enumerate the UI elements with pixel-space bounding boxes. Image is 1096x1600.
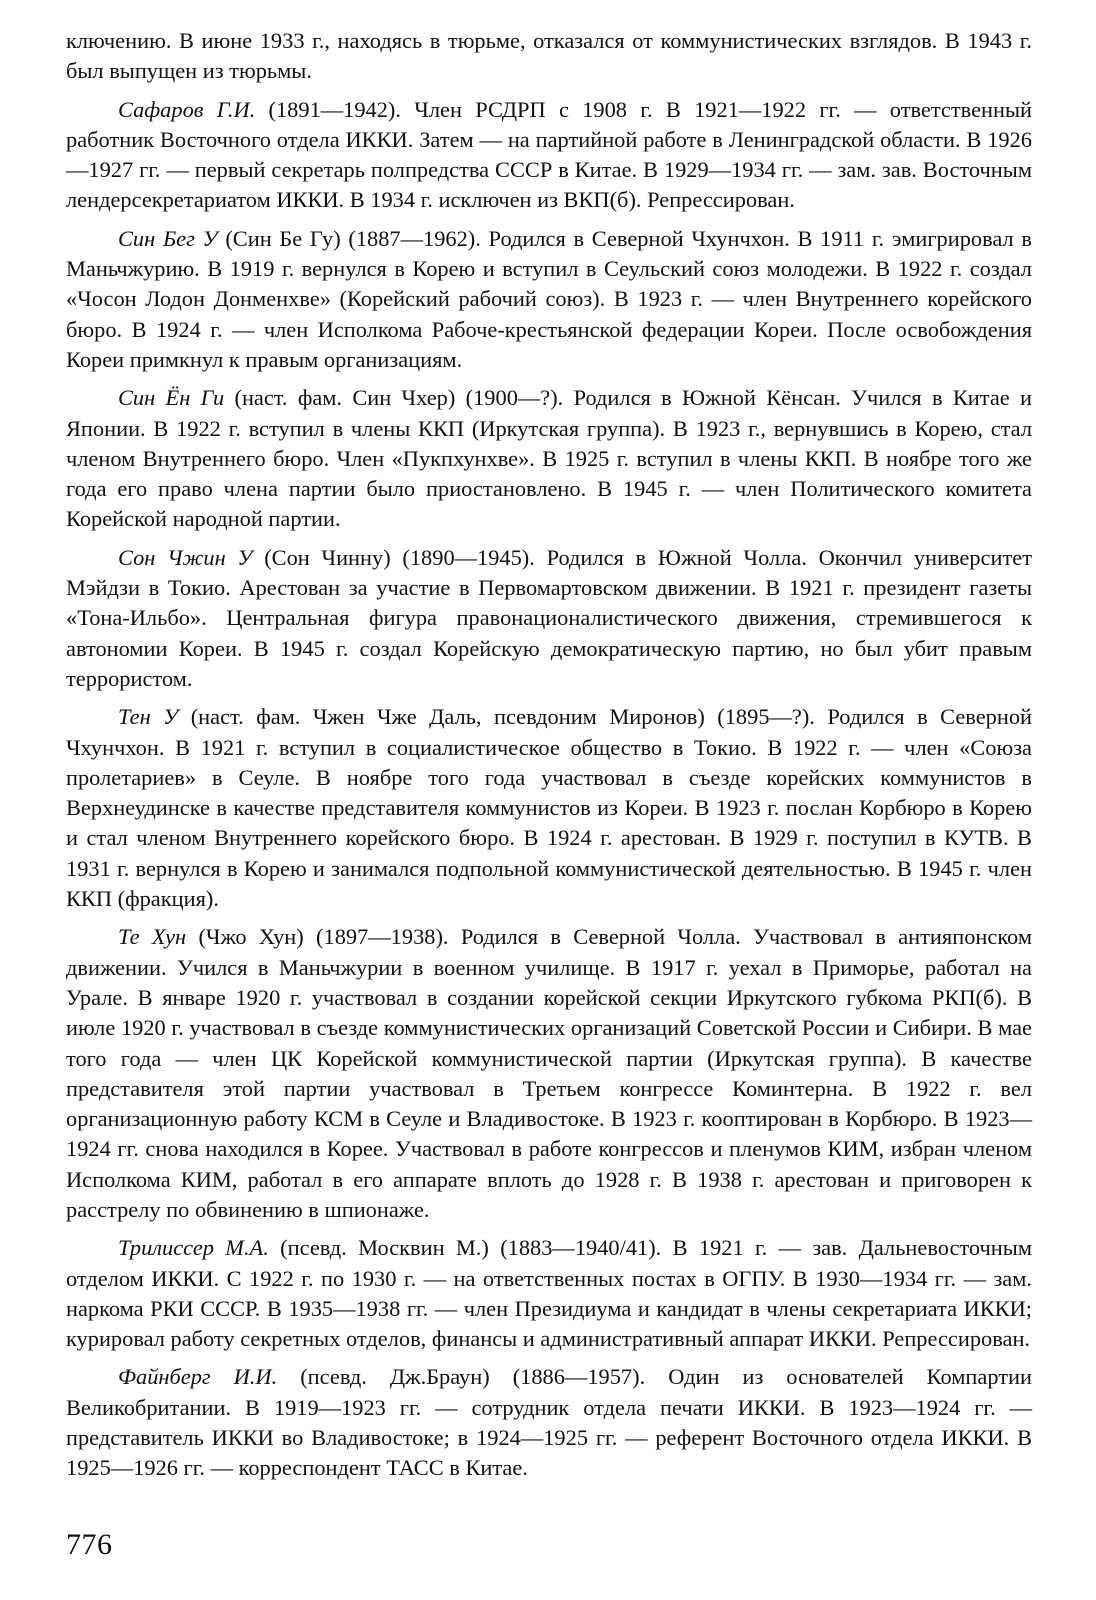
entry-son-chzhin-u <box>66 543 1032 694</box>
entry-name: Файнберг И.И. <box>118 1364 278 1390</box>
entry-sin-yon-gi <box>66 383 1032 534</box>
entry-text: (1891—1942). Член РСДРП с 1908 г. В 1921—1922 гг. — ответственный работник Восточного отдела ИККИ. Затем — на партийной работе в Ленинградской области. В 1926—1927 гг. — первый секретарь полпредства СССР в Китае. В 1929—1934 гг. — зам. зав. Восточным лендерсекретариатом ИККИ. В 1934 г. исключен из ВКП(б). Репрессирован. <box>66 96 1033 213</box>
entry-name: Син Бег У <box>118 225 218 251</box>
entry-name: Син Ён Ги <box>118 385 225 411</box>
entry-text: (псевд. Москвин М.) (1883—1940/41). В 1921 г. — зав. Дальневосточным отделом ИККИ. С 1922 г. по 1930 г. — на ответственных постах в ОГПУ. В 1930—1934 гг. — зам. наркома РКИ СССР. В 1935—1938 гг. — член Президиума и кандидат в члены секретариата ИККИ; курировал работу секретных отделов, финансы и административный аппарат ИККИ. Репрессирован. <box>66 1235 1032 1352</box>
entry-name: Тен У <box>118 704 179 730</box>
page-number: 776 <box>66 1528 113 1561</box>
entry-text: ключению. В июне 1933 г., находясь в тюрьме, отказался от коммунистических взглядов. В 1943 г. был выпущен из тюрьмы. <box>66 28 1032 84</box>
entry-text: (Сон Чинну) (1890—1945). Родился в Южной Чолла. Окончил университет Мэйдзи в Токио. Арестован за участие в Первомартовском движении. В 1921 г. президент газеты «Тона-Ильбо». Центральная фигура правонационалистического движения, стремившегося к автономии Кореи. В 1945 г. создал Корейскую демократическую партию, но был убит правым террористом. <box>66 544 1032 691</box>
entry-sin-beg-u <box>66 224 1032 375</box>
entry-text: (Син Бе Гу) (1887—1962). Родился в Северной Чхунчхон. В 1911 г. эмигрировал в Маньчжурию. В 1919 г. вернулся в Корею и вступил в Сеульский союз молодежи. В 1922 г. создал «Чосон Лодон Донменхве» (Корейский рабочий союз). В 1923 г. — член Внутреннего корейского бюро. В 1924 г. — член Исполкома Рабоче-крестьянской федерации Кореи. После освобождения Кореи примкнул к правым организациям. <box>66 225 1033 372</box>
entry-text: (наст. фам. Син Чхер) (1900—?). Родился в Южной Кёнсан. Учился в Китае и Японии. В 1922 г. вступил в члены ККП (Иркутская группа). В 1923 г., вернувшись в Корею, стал членом Внутреннего бюро. Член «Пукпхунхве». В 1925 г. вступил в члены ККП. В ноябре того же года его право члена партии было приостановлено. В 1945 г. — член Политического комитета Корейской народной партии. <box>66 385 1032 532</box>
entry-name: Сон Чжин У <box>118 544 253 570</box>
entry-name: Сафаров Г.И. <box>118 96 256 122</box>
entry-safarov <box>66 95 1032 216</box>
entry-fainberg <box>66 1362 1032 1483</box>
entry-text: (псевд. Дж.Браун) (1886—1957). Один из основателей Компартии Великобритании. В 1919—1923 гг. — сотрудник отдела печати ИККИ. В 1923—1924 гг. — представитель ИККИ во Владивостоке; в 1924—1925 гг. — референт Восточного отдела ИККИ. В 1925—1926 гг. — корреспондент ТАСС в Китае. <box>66 1364 1032 1481</box>
entry-continuation <box>66 26 1032 87</box>
entry-text: (Чжо Хун) (1897—1938). Родился в Северной Чолла. Участвовал в антияпонском движении. Учился в Маньчжурии в военном училище. В 1917 г. уехал в Приморье, работал на Урале. В январе 1920 г. участвовал в создании корейской секции Иркутского губкома РКП(б). В июле 1920 г. участвовал в съезде коммунистических организаций Советской России и Сибири. В мае того года — член ЦК Корейской коммунистической партии (Иркутская группа). В качестве представителя этой партии участвовал в Третьем конгрессе Коминтерна. В 1922 г. вел организационную работу КСМ в Сеуле и Владивостоке. В 1923 г. кооптирован в Корбюро. В 1923—1924 гг. снова находился в Корее. Участвовал в работе конгрессов и пленумов КИМ, избран членом Исполкома КИМ, работал в его аппарате вплоть до 1928 г. В 1938 г. арестован и приговорен к расстрелу по обвинению в шпионаже. <box>66 924 1032 1222</box>
entry-text: (наст. фам. Чжен Чже Даль, псевдоним Миронов) (1895—?). Родился в Северной Чхунчхон. В 1921 г. вступил в социалистическое общество в Токио. В 1922 г. — член «Союза пролетариев» в Сеуле. В ноябре того года участвовал в съезде корейских коммунистов в Верхнеудинске в качестве представителя коммунистов из Кореи. В 1923 г. послан Корбюро в Корею и стал членом Внутреннего корейского бюро. В 1924 г. арестован. В 1929 г. поступил в КУТВ. В 1931 г. вернулся в Корею и занимался подпольной коммунистической деятельностью. В 1945 г. член ККП (фракция). <box>66 704 1032 912</box>
entry-ten-u <box>66 702 1032 914</box>
entry-name: Те Хун <box>118 924 187 950</box>
entry-trilisser <box>66 1233 1032 1354</box>
entry-te-hun <box>66 922 1032 1225</box>
entry-name: Трилиссер М.А. <box>118 1235 269 1261</box>
